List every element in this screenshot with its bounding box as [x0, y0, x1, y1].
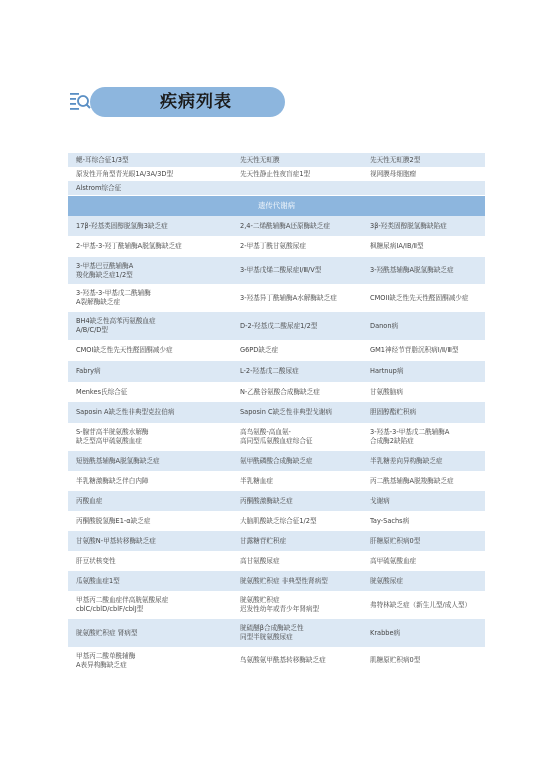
table-cell: 丙酮酸脱氢酶E1-α缺乏症	[76, 516, 151, 525]
table-cell: 胱氨酸尿症	[370, 576, 403, 585]
table-row	[68, 451, 485, 471]
table-cell: 先天性静止性夜盲症1型	[240, 169, 311, 178]
table-row	[68, 647, 485, 674]
table-row	[68, 257, 485, 284]
table-row	[68, 423, 485, 451]
top-rows	[68, 153, 485, 195]
table-cell: 甘氨酸脑病	[370, 387, 403, 396]
table-cell: Menkes氏综合征	[76, 387, 128, 396]
table-cell: 大脑肌酸缺乏综合征1/2型	[240, 516, 317, 525]
metabolic-rows	[68, 216, 485, 674]
table-cell: 2,4-二烯酰辅酶A还原酶缺乏症	[240, 221, 330, 230]
table-cell: Saposin A缺乏性非典型克拉伯病	[76, 408, 175, 416]
table-cell: 戈谢病	[370, 496, 390, 505]
table-cell: 胱氨酸贮积症 非典型性肾病型	[240, 576, 328, 585]
table-cell: GM1神经节苷脂沉积病Ⅰ/Ⅱ/Ⅲ型	[370, 346, 459, 354]
table-row	[68, 340, 485, 361]
table-cell: 胆固醇酯贮积病	[370, 408, 417, 416]
table-cell: 鳃-耳综合征1/3型	[76, 155, 129, 164]
table-row	[68, 382, 485, 402]
table-cell: 氨甲酰磷酸合成酶缺乏症	[240, 456, 313, 465]
table-cell: 半乳糖差向异构酶缺乏症	[370, 456, 443, 465]
table-cell: S-腺苷高半胱氨酸水解酶 缺乏型高甲硫氨酸血症	[76, 428, 149, 445]
table-cell: Tay-Sachs病	[370, 516, 410, 525]
table-cell: BH4缺乏性高苯丙氨酸血症 A/B/C/D型	[76, 317, 156, 334]
table-row	[68, 471, 485, 491]
table-cell: 胱氨酸贮积症 迟发性幼年或青少年肾病型	[240, 596, 320, 613]
table-cell: 枫糖尿病ⅠA/ⅠB/Ⅱ型	[370, 242, 424, 250]
table-cell: 3-甲基戊烯二酸尿症Ⅰ/Ⅲ/Ⅴ型	[240, 266, 322, 274]
table-cell: 半乳糖激酶缺乏伴白内障	[76, 476, 149, 485]
table-row	[68, 551, 485, 571]
document-search-icon	[68, 89, 92, 113]
table-cell: 甲基丙二酸单酰辅酶 A表异构酶缺乏症	[76, 651, 136, 669]
table-cell: D-2-羟基戊二酸尿症1/2型	[240, 321, 318, 330]
table-cell	[240, 181, 358, 195]
table-cell: 甘氨酸N-甲基转移酶缺乏症	[76, 536, 156, 545]
table-cell: 肝糖原贮积病0型	[370, 536, 421, 545]
table-cell: Hartnup病	[370, 367, 404, 375]
table-cell: 肝豆状核变性	[76, 556, 116, 565]
table-cell: 短链酰基辅酶A脱氢酶缺乏症	[76, 456, 160, 465]
table-cell: Danon病	[370, 321, 399, 330]
table-cell: Alstrom综合征	[76, 183, 122, 192]
table-cell: 胱硫醚β合成酶缺乏性 同型半胱氨酸尿症	[240, 624, 304, 641]
table-row	[68, 216, 485, 236]
table-row	[68, 361, 485, 382]
table-cell: 先天性无虹膜2型	[370, 155, 421, 164]
table-cell: 胱氨酸贮积症 肾病型	[76, 628, 138, 637]
table-cell: CMOII缺乏性先天性醛固酮减少症	[370, 293, 469, 302]
table-row	[68, 531, 485, 551]
table-cell: 高甲硫氨酸血症	[370, 556, 417, 565]
table-cell: G6PD缺乏症	[240, 346, 279, 354]
table-cell: 肌糖原贮积病0型	[370, 656, 421, 664]
table-cell: 高鸟氨酸-高血氨- 高同型瓜氨酸血症综合征	[240, 428, 313, 445]
table-row	[68, 153, 485, 167]
table-cell: 丙酸血症	[76, 496, 103, 505]
table-cell: 甘露糖苷贮积症	[240, 536, 287, 545]
table-cell: 3-甲基巴豆酰辅酶A 羧化酶缺乏症1/2型	[76, 261, 134, 279]
table-cell: Fabry病	[76, 367, 101, 375]
table-cell: 弗特林缺乏症（新生儿型/成人型）	[370, 600, 472, 609]
table-cell: 3β-羟类固醇脱氢酶缺陷症	[370, 221, 447, 230]
table-row	[68, 511, 485, 531]
table-cell: 高甘氨酸尿症	[240, 556, 280, 565]
table-cell: 3-羟基异丁酰辅酶A水解酶缺乏症	[240, 293, 337, 302]
table-cell: 3-羟酰基辅酶A脱氢酶缺乏症	[370, 266, 454, 274]
table-cell: Saposin C缺乏性非典型戈谢病	[240, 408, 332, 416]
table-cell: 视网膜母细胞瘤	[370, 169, 417, 178]
table-cell: Krabbe病	[370, 628, 401, 637]
table-row	[68, 284, 485, 312]
table-cell: 2-甲基-3-羟丁酰辅酶A脱氢酶缺乏症	[76, 242, 182, 250]
page-title: 疾病列表	[160, 92, 232, 112]
table-row	[68, 402, 485, 423]
table-row	[68, 619, 485, 647]
table-cell: 3-羟基-3-甲基戊二酰辅酶 A裂解酶缺乏症	[76, 289, 151, 306]
table-cell: 瓜氨酸血症1型	[76, 576, 120, 585]
table-row	[68, 591, 485, 619]
table-row	[68, 491, 485, 511]
disease-table	[68, 153, 485, 674]
table-row	[68, 181, 485, 195]
table-cell: 半乳糖血症	[240, 476, 273, 485]
table-row	[68, 312, 485, 340]
table-cell: 丙酮酸激酶缺乏症	[240, 496, 293, 505]
table-cell: 甲基丙二酸血症伴高胱氨酸尿症 cblC/cblD/cblF/cblJ型	[76, 596, 169, 613]
table-cell: 原发性开角型青光眼1A/3A/3D型	[76, 169, 174, 178]
table-cell: 2-甲基丁酰甘氨酸尿症	[240, 242, 306, 250]
table-cell: 17β-羟基类固醇脱氢酶3缺乏症	[76, 221, 168, 230]
table-cell: 先天性无虹膜	[240, 155, 280, 164]
section-header: 遗传代谢病	[68, 196, 485, 216]
table-cell	[370, 181, 482, 195]
table-cell: 丙二酰基辅酶A脱羧酶缺乏症	[370, 476, 454, 485]
table-row	[68, 236, 485, 257]
table-cell: 鸟氨酸氨甲酰基转移酶缺乏症	[240, 656, 326, 664]
table-row	[68, 571, 485, 591]
table-cell: 3-羟基-3-甲基戊二酰辅酶A 合成酶2缺陷症	[370, 428, 450, 445]
table-cell: CMOI缺乏性先天性醛固酮减少症	[76, 346, 173, 354]
table-row	[68, 167, 485, 181]
table-cell: N-乙酰谷氨酸合成酶缺乏症	[240, 387, 320, 396]
table-cell: L-2-羟基戊二酸尿症	[240, 367, 299, 375]
